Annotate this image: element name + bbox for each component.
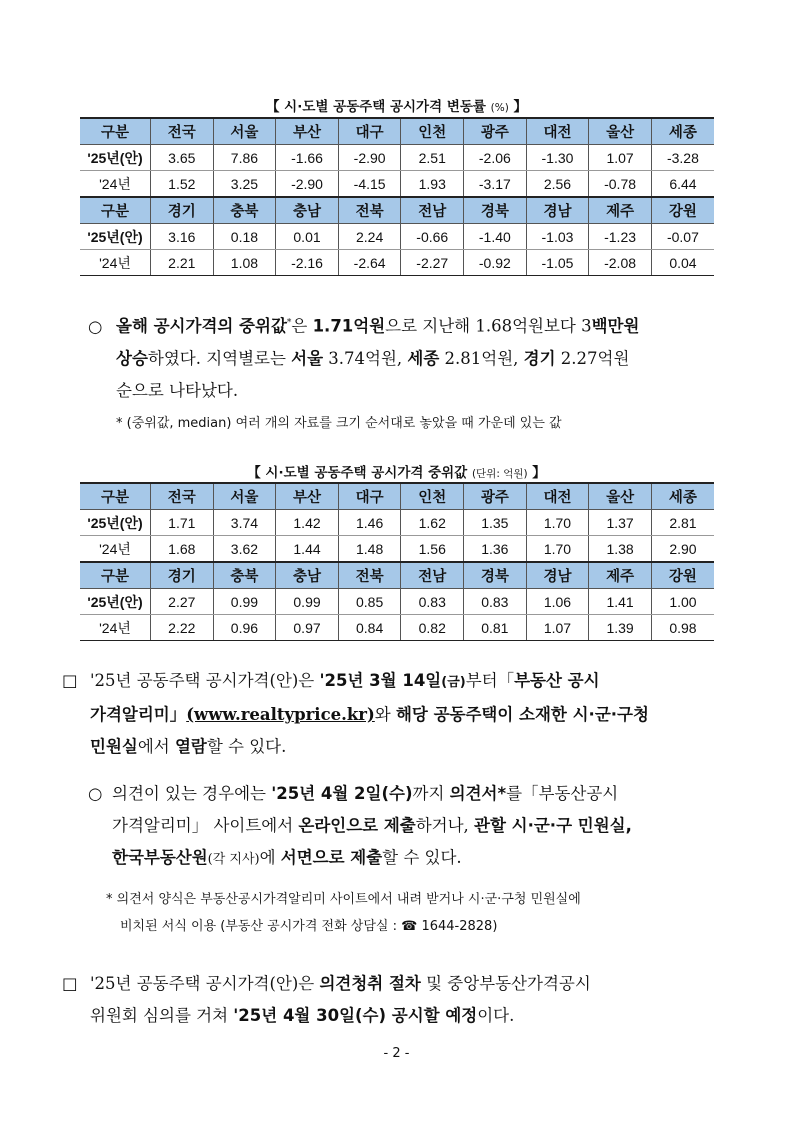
table-row	[80, 510, 714, 536]
table-header-cell: 구분	[80, 562, 151, 589]
table1-caption-end: 】	[513, 99, 528, 115]
text-bold: 부동산 공시	[514, 671, 600, 690]
table-header-cell: 경기	[151, 562, 214, 589]
disclosure-paragraph	[62, 665, 728, 763]
table-cell: -1.30	[526, 145, 589, 171]
table-cell: 6.44	[651, 171, 714, 198]
bullet-square: □	[62, 974, 78, 993]
text-bold: 서면으로 제출	[280, 848, 383, 867]
table-cell: 2.22	[151, 615, 214, 641]
table-row	[80, 615, 714, 641]
table2-unit: (단위: 억원)	[471, 468, 528, 480]
table-cell: 1.71	[151, 510, 214, 536]
table-cell: 0.81	[464, 615, 527, 641]
table-cell: 2.51	[401, 145, 464, 171]
table-cell: 1.48	[338, 536, 401, 563]
table-cell: -0.78	[589, 171, 652, 198]
table2-caption-text: 【 시·도별 공동주택 공시가격 중위값	[247, 465, 468, 481]
website-link[interactable]: (www.realtyprice.kr)	[186, 705, 375, 724]
table-row	[80, 250, 714, 276]
text-bold: 의견서*	[449, 784, 507, 803]
text: 순으로 나타났다.	[116, 380, 239, 400]
text: '25년 공동주택 공시가격(안)은	[90, 974, 320, 993]
table-cell: 3.65	[151, 145, 214, 171]
table-header-cell: 세종	[651, 118, 714, 145]
text-bold: 온라인으로 제출	[298, 816, 416, 835]
table-cell: -2.64	[338, 250, 401, 276]
table-cell: -1.23	[589, 224, 652, 250]
text: 2.81억원,	[439, 348, 524, 368]
table-header-cell: 전북	[338, 562, 401, 589]
table-header-cell: 충북	[213, 562, 276, 589]
text-bold: '25년 4월 30일(수) 공시할 예정	[233, 1006, 478, 1025]
row-label: '25년(안)	[80, 589, 151, 615]
text-bold: 서울	[291, 348, 324, 368]
text: 3.74억원,	[323, 348, 408, 368]
footnote-line: * 의견서 양식은 부동산공시가격알리미 사이트에서 내려 받거나 시·군·구청 민원실에	[106, 892, 581, 907]
text: 와	[374, 705, 396, 724]
row-label: '24년	[80, 171, 151, 198]
table-header-cell: 대전	[526, 118, 589, 145]
table-cell: 0.97	[276, 615, 339, 641]
table-cell: 1.00	[651, 589, 714, 615]
table-cell: 0.01	[276, 224, 339, 250]
table-cell: 1.36	[464, 536, 527, 563]
text: 에	[259, 848, 281, 867]
table-cell: 1.56	[401, 536, 464, 563]
row-label: '24년	[80, 250, 151, 276]
footnote-line: 비치된 서식 이용 (부동산 공시가격 전화 상담실 :	[120, 919, 402, 934]
table2-caption-end: 】	[532, 465, 546, 481]
objection-paragraph	[88, 778, 728, 876]
text: 이다.	[477, 1006, 515, 1025]
table-cell: 3.16	[151, 224, 214, 250]
table2-caption	[80, 461, 713, 481]
median-footnote: * (중위값, median) 여러 개의 자료를 크기 순서대로 놓았을 때 가운데 있는 값	[116, 416, 562, 431]
table-header-cell: 서울	[213, 118, 276, 145]
table-header-cell: 경기	[151, 197, 214, 224]
table-cell: 1.70	[526, 536, 589, 563]
table-cell: 3.74	[213, 510, 276, 536]
table-header-cell: 구분	[80, 118, 151, 145]
table-cell: -2.90	[338, 145, 401, 171]
table-cell: -2.06	[464, 145, 527, 171]
table-cell: -0.07	[651, 224, 714, 250]
table-header-cell: 전북	[338, 197, 401, 224]
footnote-mark: *	[286, 318, 292, 328]
text: 은	[291, 316, 313, 336]
table-header-cell: 부산	[276, 483, 339, 510]
table-header-cell: 강원	[651, 197, 714, 224]
table-header-cell: 경남	[526, 562, 589, 589]
text-bold: 상승	[116, 348, 148, 368]
text: 및 중앙부동산가격공시	[420, 974, 591, 993]
table-header-cell: 대구	[338, 483, 401, 510]
table-header-cell: 전국	[151, 118, 214, 145]
table-header-row	[80, 483, 714, 510]
row-label: '24년	[80, 615, 151, 641]
table-header-cell: 전남	[401, 562, 464, 589]
table-cell: -1.40	[464, 224, 527, 250]
table-cell: -1.03	[526, 224, 589, 250]
table-cell: 0.83	[464, 589, 527, 615]
page-number: - 2 -	[383, 1046, 410, 1061]
table-cell: 1.07	[526, 615, 589, 641]
text: 하거나,	[415, 816, 475, 835]
table-header-cell: 충남	[276, 197, 339, 224]
table-cell: 1.07	[589, 145, 652, 171]
table-header-cell: 경남	[526, 197, 589, 224]
text: 2.27억원	[555, 348, 630, 368]
text-bold: 의견청취 절차	[319, 974, 421, 993]
phone-icon: ☎	[401, 919, 418, 934]
phone-number: 1644-2828)	[417, 919, 498, 934]
row-label: '25년(안)	[80, 224, 151, 250]
text: 부터「	[465, 671, 515, 690]
text-bold: 가격알리미」	[90, 705, 187, 724]
table-header-row	[80, 118, 714, 145]
table-cell: 2.90	[651, 536, 714, 563]
text: 하였다. 지역별로는	[147, 348, 292, 368]
text: 할 수 있다.	[382, 848, 462, 867]
table-cell: 2.56	[526, 171, 589, 198]
text: 가격알리미」 사이트에서	[112, 816, 299, 835]
table-header-cell: 경북	[464, 197, 527, 224]
text: 할 수 있다.	[206, 737, 287, 756]
table-cell: -0.92	[464, 250, 527, 276]
table-cell: 1.62	[401, 510, 464, 536]
table-header-cell: 인천	[401, 483, 464, 510]
text-bold: 관할 시·군·구 민원실,	[474, 816, 632, 835]
table-row	[80, 145, 714, 171]
table-header-cell: 제주	[589, 197, 652, 224]
text: '25년 공동주택 공시가격(안)은	[90, 671, 320, 690]
text: 에서	[137, 737, 175, 756]
table-cell: 1.06	[526, 589, 589, 615]
schedule-paragraph	[62, 968, 728, 1032]
text: 의견이 있는 경우에는	[112, 784, 272, 803]
table-cell: -1.66	[276, 145, 339, 171]
table1-caption	[80, 95, 713, 115]
text: 를「부동산공시	[506, 784, 619, 803]
table-cell: 1.37	[589, 510, 652, 536]
table1-caption-text: 【 시·도별 공동주택 공시가격 변동률	[265, 99, 486, 115]
table-cell: 1.42	[276, 510, 339, 536]
table-cell: 1.70	[526, 510, 589, 536]
text-bold: 경기	[523, 348, 556, 368]
text: 으로 지난해 1.68억원보다 3	[385, 316, 592, 336]
table-cell: -2.08	[589, 250, 652, 276]
text: (각 지사)	[207, 852, 260, 867]
table-header-cell: 경북	[464, 562, 527, 589]
table-cell: 0.18	[213, 224, 276, 250]
row-label: '24년	[80, 536, 151, 563]
table-header-cell: 울산	[589, 483, 652, 510]
table-header-cell: 전남	[401, 197, 464, 224]
table-header-cell: 서울	[213, 483, 276, 510]
table1-change-rate	[80, 117, 714, 276]
table-cell: -3.28	[651, 145, 714, 171]
table-cell: 0.99	[276, 589, 339, 615]
table-cell: -3.17	[464, 171, 527, 198]
table-cell: 0.99	[213, 589, 276, 615]
table-cell: 0.04	[651, 250, 714, 276]
text: 위원회 심의를 거쳐	[90, 1006, 234, 1025]
median-paragraph	[88, 307, 728, 407]
table-cell: 1.38	[589, 536, 652, 563]
table-header-cell: 구분	[80, 197, 151, 224]
text-bold: 1.71억원	[312, 316, 386, 336]
table-cell: 0.98	[651, 615, 714, 641]
table-cell: 1.93	[401, 171, 464, 198]
table2-median	[80, 482, 714, 641]
form-footnote	[106, 886, 736, 940]
table-header-row	[80, 562, 714, 589]
text-bold: 올해 공시가격의 중위값	[116, 316, 287, 336]
table-cell: -1.05	[526, 250, 589, 276]
row-label: '25년(안)	[80, 510, 151, 536]
table-header-cell: 구분	[80, 483, 151, 510]
table-header-cell: 대전	[526, 483, 589, 510]
text-bold: 한국부동산원	[112, 848, 208, 867]
text-bold: (금)	[441, 675, 466, 690]
table-header-row	[80, 197, 714, 224]
table-cell: 0.96	[213, 615, 276, 641]
table-cell: 3.62	[213, 536, 276, 563]
table-cell: 1.46	[338, 510, 401, 536]
table-header-cell: 광주	[464, 118, 527, 145]
table-cell: 2.21	[151, 250, 214, 276]
table-header-cell: 울산	[589, 118, 652, 145]
text-bold: 세종	[407, 348, 440, 368]
text-bold: '25년 3월 14일	[319, 671, 442, 690]
table-cell: 1.35	[464, 510, 527, 536]
text-bold: 열람	[174, 737, 207, 756]
table-cell: 1.08	[213, 250, 276, 276]
table-cell: 7.86	[213, 145, 276, 171]
bullet-circle: ○	[88, 316, 103, 336]
row-label: '25년(안)	[80, 145, 151, 171]
table-cell: 1.44	[276, 536, 339, 563]
table-row	[80, 171, 714, 198]
table-cell: 1.39	[589, 615, 652, 641]
table-header-cell: 부산	[276, 118, 339, 145]
table-cell: -4.15	[338, 171, 401, 198]
bullet-square: □	[62, 671, 78, 690]
text: 까지	[412, 784, 450, 803]
table-cell: 0.85	[338, 589, 401, 615]
table-cell: -2.90	[276, 171, 339, 198]
table-row	[80, 589, 714, 615]
table-header-cell: 제주	[589, 562, 652, 589]
table-header-cell: 대구	[338, 118, 401, 145]
text-bold: 백만원	[591, 316, 640, 336]
text-bold: '25년 4월 2일(수)	[271, 784, 413, 803]
table-cell: 1.68	[151, 536, 214, 563]
text-bold: 해당 공동주택이 소재한 시·군·구청	[395, 705, 649, 724]
table-header-cell: 광주	[464, 483, 527, 510]
table1-unit: (%)	[490, 102, 509, 114]
table-cell: 2.24	[338, 224, 401, 250]
table-cell: 2.81	[651, 510, 714, 536]
table-header-cell: 인천	[401, 118, 464, 145]
table-cell: 1.41	[589, 589, 652, 615]
table-header-cell: 충남	[276, 562, 339, 589]
table-row	[80, 536, 714, 563]
table-row	[80, 224, 714, 250]
table-header-cell: 강원	[651, 562, 714, 589]
table-header-cell: 세종	[651, 483, 714, 510]
table-cell: 1.52	[151, 171, 214, 198]
table-cell: -2.27	[401, 250, 464, 276]
table-header-cell: 충북	[213, 197, 276, 224]
table-cell: 2.27	[151, 589, 214, 615]
text-bold: 민원실	[90, 737, 138, 756]
table-cell: -2.16	[276, 250, 339, 276]
table-cell: 0.83	[401, 589, 464, 615]
table-cell: 3.25	[213, 171, 276, 198]
table-cell: 0.82	[401, 615, 464, 641]
table-header-cell: 전국	[151, 483, 214, 510]
table-cell: 0.84	[338, 615, 401, 641]
bullet-circle: ○	[88, 784, 103, 803]
table-cell: -0.66	[401, 224, 464, 250]
